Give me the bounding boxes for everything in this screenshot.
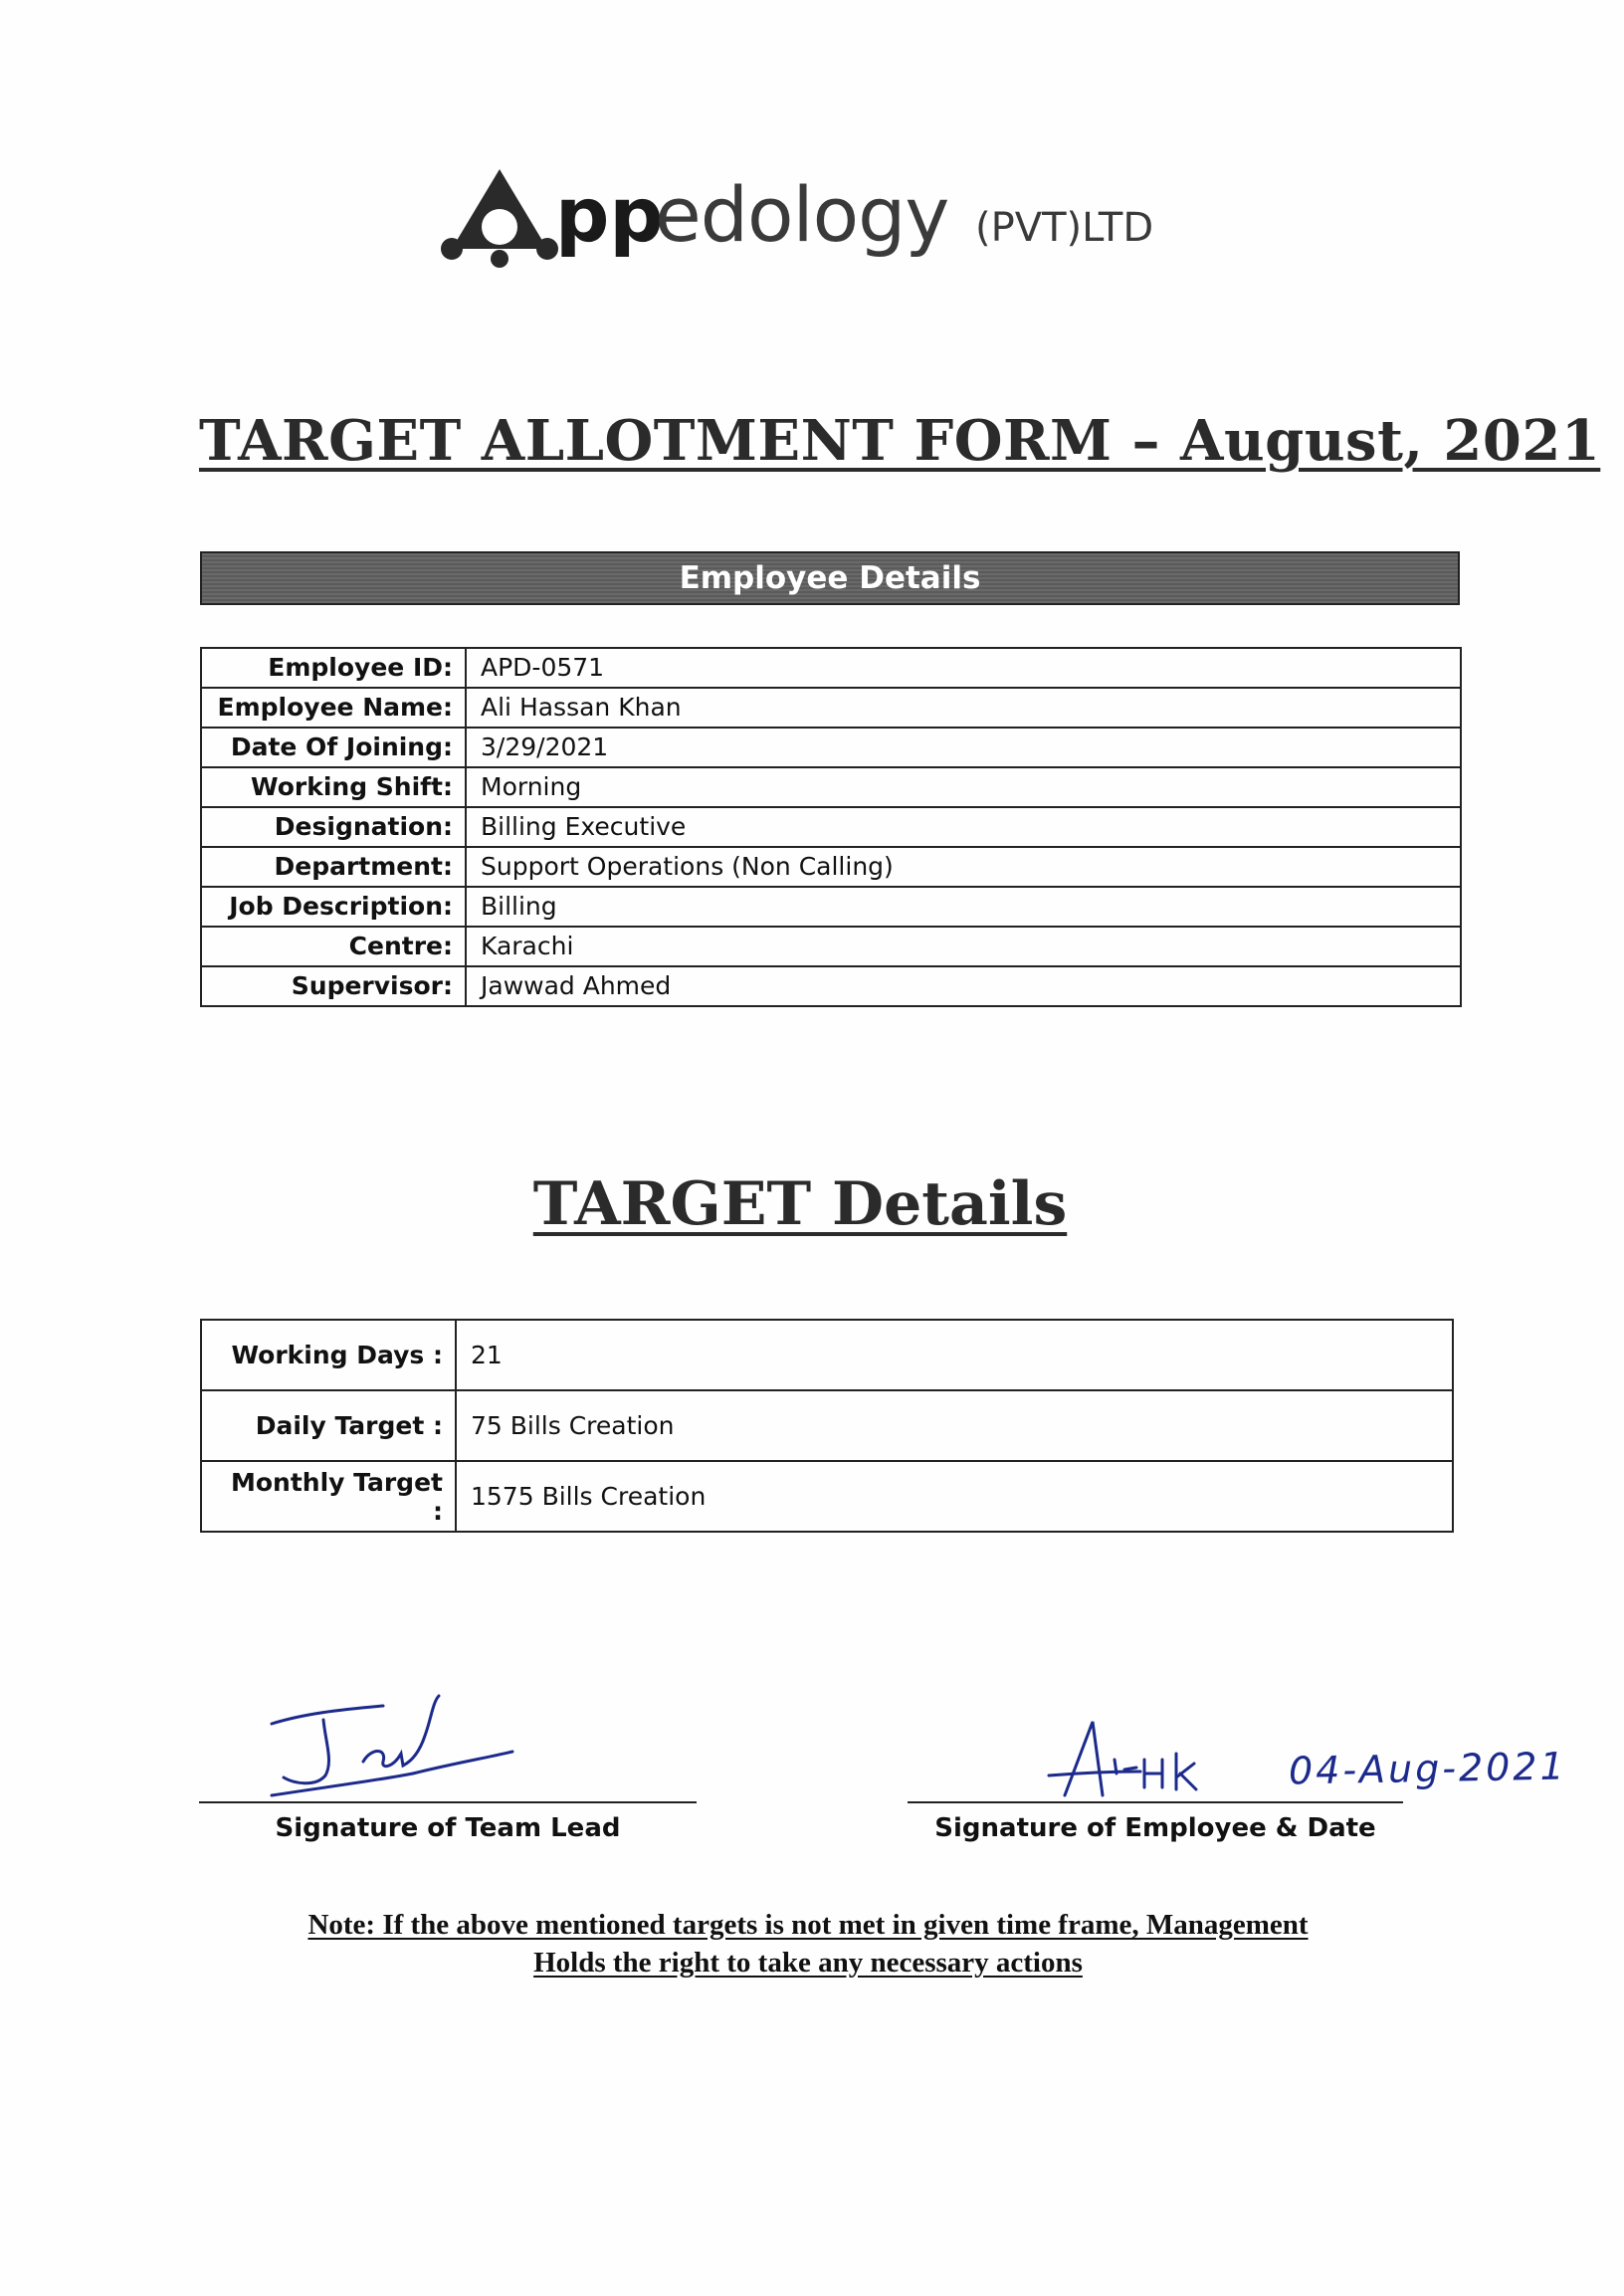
employee-signature-label: Signature of Employee & Date [934,1813,1376,1843]
svg-text:edology: edology [655,170,949,259]
field-label: Date Of Joining: [201,728,466,767]
target-value: 75 Bills Creation [456,1390,1453,1461]
team-lead-signature-label: Signature of Team Lead [275,1813,621,1843]
target-value: 21 [456,1320,1453,1390]
table-row [201,1390,1453,1461]
employee-signature [1045,1712,1214,1801]
field-label: Department: [201,847,466,887]
table-row [201,927,1461,966]
table-row [201,1320,1453,1390]
target-label: Monthly Target : [201,1461,456,1532]
field-value: APD-0571 [466,648,1461,688]
field-label: Job Description: [201,887,466,927]
table-row [201,648,1461,688]
table-row [201,1461,1453,1532]
note-line-2: Holds the right to take any necessary actions [533,1947,1083,1979]
field-label: Employee Name: [201,688,466,728]
field-label: Designation: [201,807,466,847]
field-value: Support Operations (Non Calling) [466,847,1461,887]
employee-signature-line [908,1801,1403,1803]
field-value: Morning [466,767,1461,807]
field-value: 3/29/2021 [466,728,1461,767]
field-value: Billing [466,887,1461,927]
field-value: Billing Executive [466,807,1461,847]
table-row [201,847,1461,887]
table-row [201,807,1461,847]
svg-text:(PVT)LTD: (PVT)LTD [975,205,1154,251]
field-value: Ali Hassan Khan [466,688,1461,728]
field-label: Centre: [201,927,466,966]
form-title: TARGET ALLOTMENT FORM – August, 2021 [199,408,1601,474]
table-row [201,966,1461,1006]
target-value: 1575 Bills Creation [456,1461,1453,1532]
field-label: Supervisor: [201,966,466,1006]
target-label: Daily Target : [201,1390,456,1461]
team-lead-signature-line [199,1801,697,1803]
note-line-1: Note: If the above mentioned targets is not met in given time frame, Management [307,1909,1309,1941]
field-value: Karachi [466,927,1461,966]
management-note [0,1906,1624,1982]
team-lead-signature [264,1692,522,1801]
target-details-table [200,1319,1454,1533]
company-logo [438,149,1194,269]
table-row [201,767,1461,807]
field-label: Working Shift: [201,767,466,807]
employee-details-table [200,647,1462,1007]
target-label: Working Days : [201,1320,456,1390]
svg-text:pp: pp [555,170,664,259]
employee-details-heading: Employee Details [679,560,981,596]
table-row [201,688,1461,728]
field-value: Jawwad Ahmed [466,966,1461,1006]
target-details-heading: TARGET Details [532,1169,1068,1239]
table-row [201,887,1461,927]
field-label: Employee ID: [201,648,466,688]
handwritten-date: 04-Aug-2021 [1288,1744,1568,1793]
employee-details-header [200,551,1460,605]
logo-mark-icon [441,169,558,268]
table-row [201,728,1461,767]
